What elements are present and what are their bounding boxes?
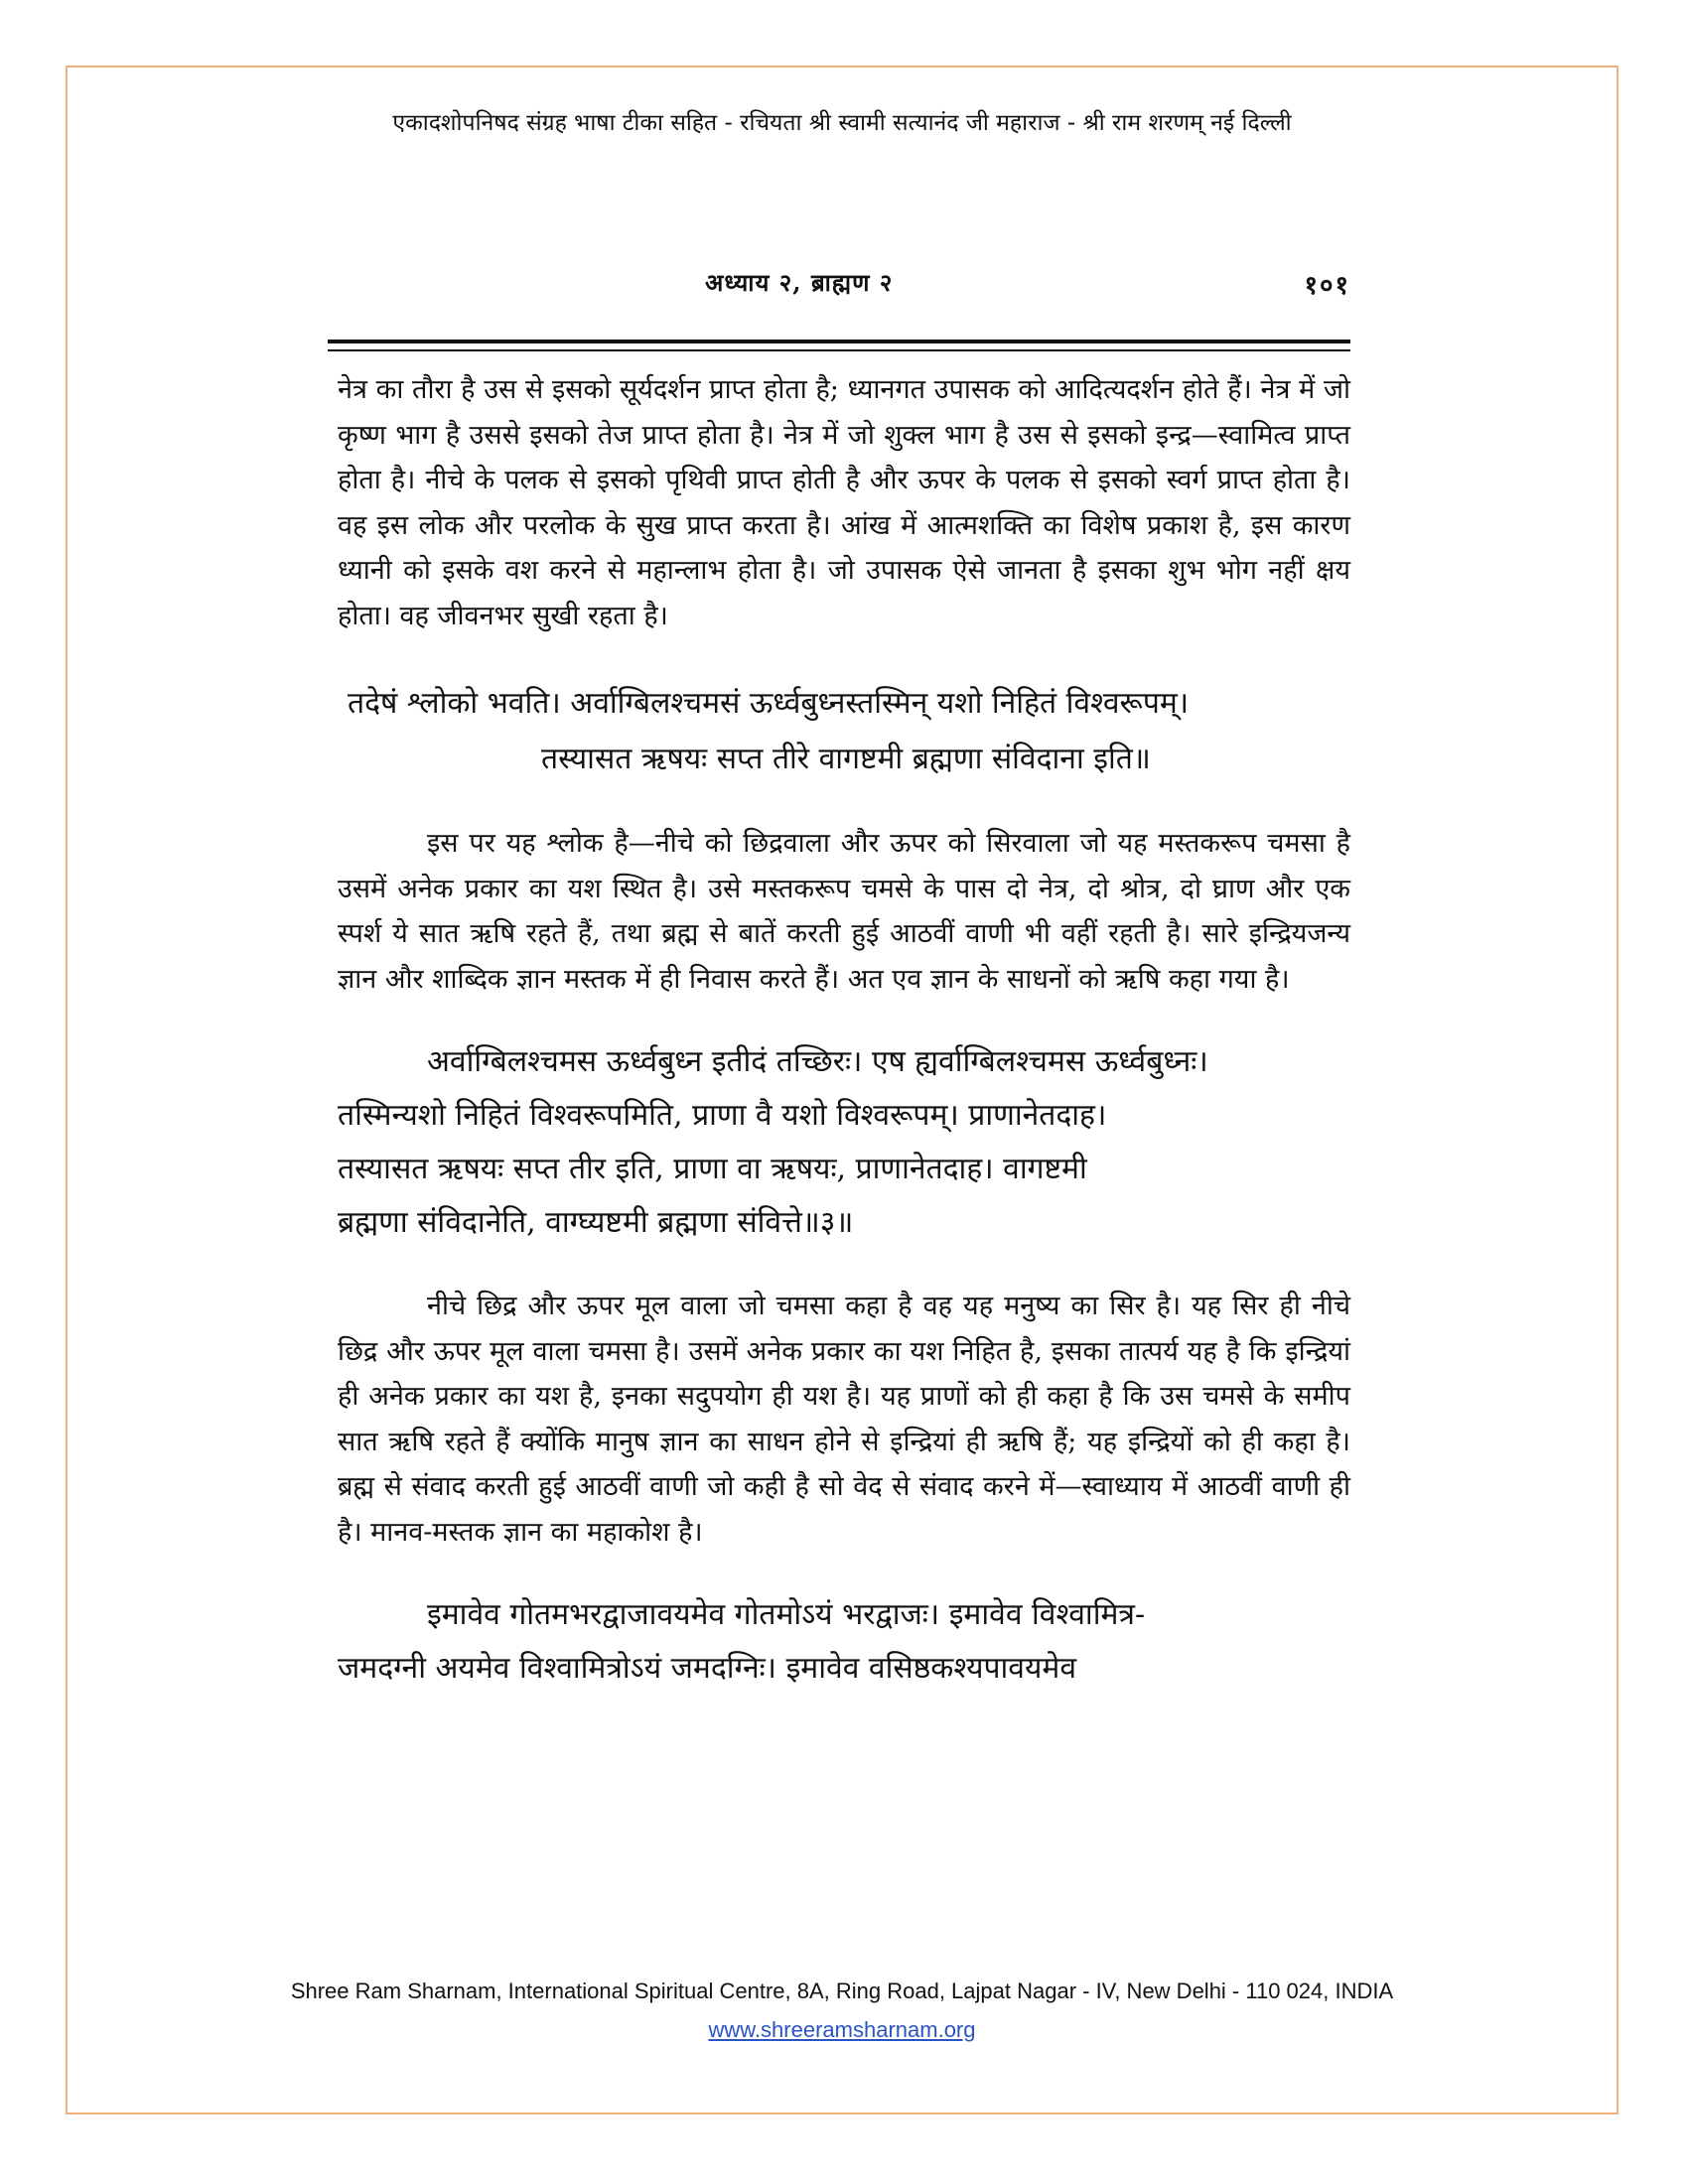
commentary-paragraph-2: इस पर यह श्लोक है—नीचे को छिद्रवाला और ऊपर को सिरवाला जो यह मस्तकरूप चमसा है उसमें अनेक प्रकार का यश स्थित है। उसे मस्तकरूप चमसे के पास दो नेत्र, दो श्रोत्र, दो घ्राण और एक स्पर्श ये सात ऋषि रहते हैं, तथा ब्रह्म से बातें करती हुई आठवीं वाणी भी वहीं रहती है। सारे इन्द्रियजन्य ज्ञान और शाब्दिक ज्ञान मस्तक में ही निवास करते हैं। अत एव ज्ञान के साधनों को ऋषि कहा गया है। bbox=[338, 828, 1350, 995]
sloka-4 bbox=[338, 1588, 1350, 1696]
page-content bbox=[338, 367, 1350, 1696]
header-rule-thin bbox=[328, 349, 1350, 351]
website-link[interactable]: www.shreeramsharnam.org bbox=[708, 2017, 976, 2042]
commentary-paragraph-1: नेत्र का तौरा है उस से इसको सूर्यदर्शन प्राप्त होता है; ध्यानगत उपासक को आदित्यदर्शन होते हैं। नेत्र में जो कृष्ण भाग है उससे इसको तेज प्राप्त होता है। नेत्र में जो शुक्ल भाग है उस से इसको इन्द्र—स्वामित्व प्राप्त होता है। नीचे के पलक से इसको पृथिवी प्राप्त होती है और ऊपर के पलक से इसको स्वर्ग प्राप्त होता है। वह इस लोक और परलोक के सुख प्राप्त करता है। आंख में आत्मशक्ति का विशेष प्रकाश है, इस कारण ध्यानी को इसके वश करने से महान्लाभ होता है। जो उपासक ऐसे जानता है इसका शुभ भोग नहीं क्षय होता। वह जीवनभर सुखी रहता है। bbox=[338, 374, 1350, 631]
sloka-4-line-1: इमावेव गोतमभरद्वाजावयमेव गोतमोऽयं भरद्वाजः। इमावेव विश्वामित्र- bbox=[427, 1597, 1146, 1632]
sloka-3-line-4: ब्रह्मणा संविदानेति, वाग्घ्यष्टमी ब्रह्मणा संवित्ते॥३॥ bbox=[338, 1205, 854, 1240]
verse-1-line-2: तस्यासत ऋषयः सप्त तीरे वागष्टमी ब्रह्मणा संविदाना इति॥ bbox=[541, 742, 1151, 776]
header-rule-thick bbox=[328, 340, 1350, 343]
sloka-3-line-2: तस्मिन्यशो निहितं विश्वरूपमिति, प्राणा वै यशो विश्वरूपम्। प्राणानेतदाह। bbox=[338, 1098, 1107, 1133]
verse-1-line-1: तदेषं श्लोको भवति। अर्वाग्बिलश्चमसं ऊर्ध्वबुध्नस्तस्मिन् यशो निहितं विश्वरूपम्। bbox=[348, 686, 1190, 721]
verse-1 bbox=[338, 676, 1350, 787]
sloka-3-line-3: तस्यासत ऋषयः सप्त तीर इति, प्राणा वा ऋषयः, प्राणानेतदाह। वागष्टमी bbox=[338, 1152, 1087, 1186]
scanned-page bbox=[318, 260, 1390, 1938]
sloka-3-line-1: अर्वाग्बिलश्चमस ऊर्ध्वबुध्न इतीदं तच्छिरः। एष ह्यर्वाग्बिलश्चमस ऊर्ध्वबुध्नः। bbox=[427, 1044, 1208, 1079]
page-header: एकादशोपनिषद संग्रह भाषा टीका सहित - रचियता श्री स्वामी सत्यानंद जी महाराज - श्री राम शरणम् नई दिल्ली bbox=[392, 110, 1292, 136]
chapter-heading: अध्याय २, ब्राह्मण २ bbox=[705, 268, 894, 297]
sloka-4-line-2: जमदग्नी अयमेव विश्वामित्रोऽयं जमदग्निः। इमावेव वसिष्ठकश्यपावयमेव bbox=[338, 1651, 1077, 1686]
commentary-paragraph-3: नीचे छिद्र और ऊपर मूल वाला जो चमसा कहा है वह यह मनुष्य का सिर है। यह सिर ही नीचे छिद्र और ऊपर मूल वाला चमसा है। उसमें अनेक प्रकार का यश निहित है, इसका तात्पर्य यह है कि इन्द्रियां ही अनेक प्रकार का यश है, इनका सदुपयोग ही यश है। यह प्राणों को ही कहा है कि उस चमसे के समीप सात ऋषि रहते हैं क्योंकि मानुष ज्ञान का साधन होने से इन्द्रियां ही ऋषि हैं; यह इन्द्रियों को ही कहा है। ब्रह्म से संवाद करती हुई आठवीं वाणी जो कही है सो वेद से संवाद करने में—स्वाध्याय में आठवीं वाणी ही है। मानव-मस्तक ज्ञान का महाकोश है। bbox=[338, 1291, 1350, 1548]
page-number: १०१ bbox=[1304, 271, 1350, 301]
footer-address: Shree Ram Sharnam, International Spiritual Centre, 8A, Ring Road, Lajpat Nagar - IV, New Delhi - 110 024, INDIA bbox=[290, 1979, 1394, 2003]
sloka-3 bbox=[338, 1035, 1350, 1250]
running-head bbox=[318, 260, 1390, 310]
